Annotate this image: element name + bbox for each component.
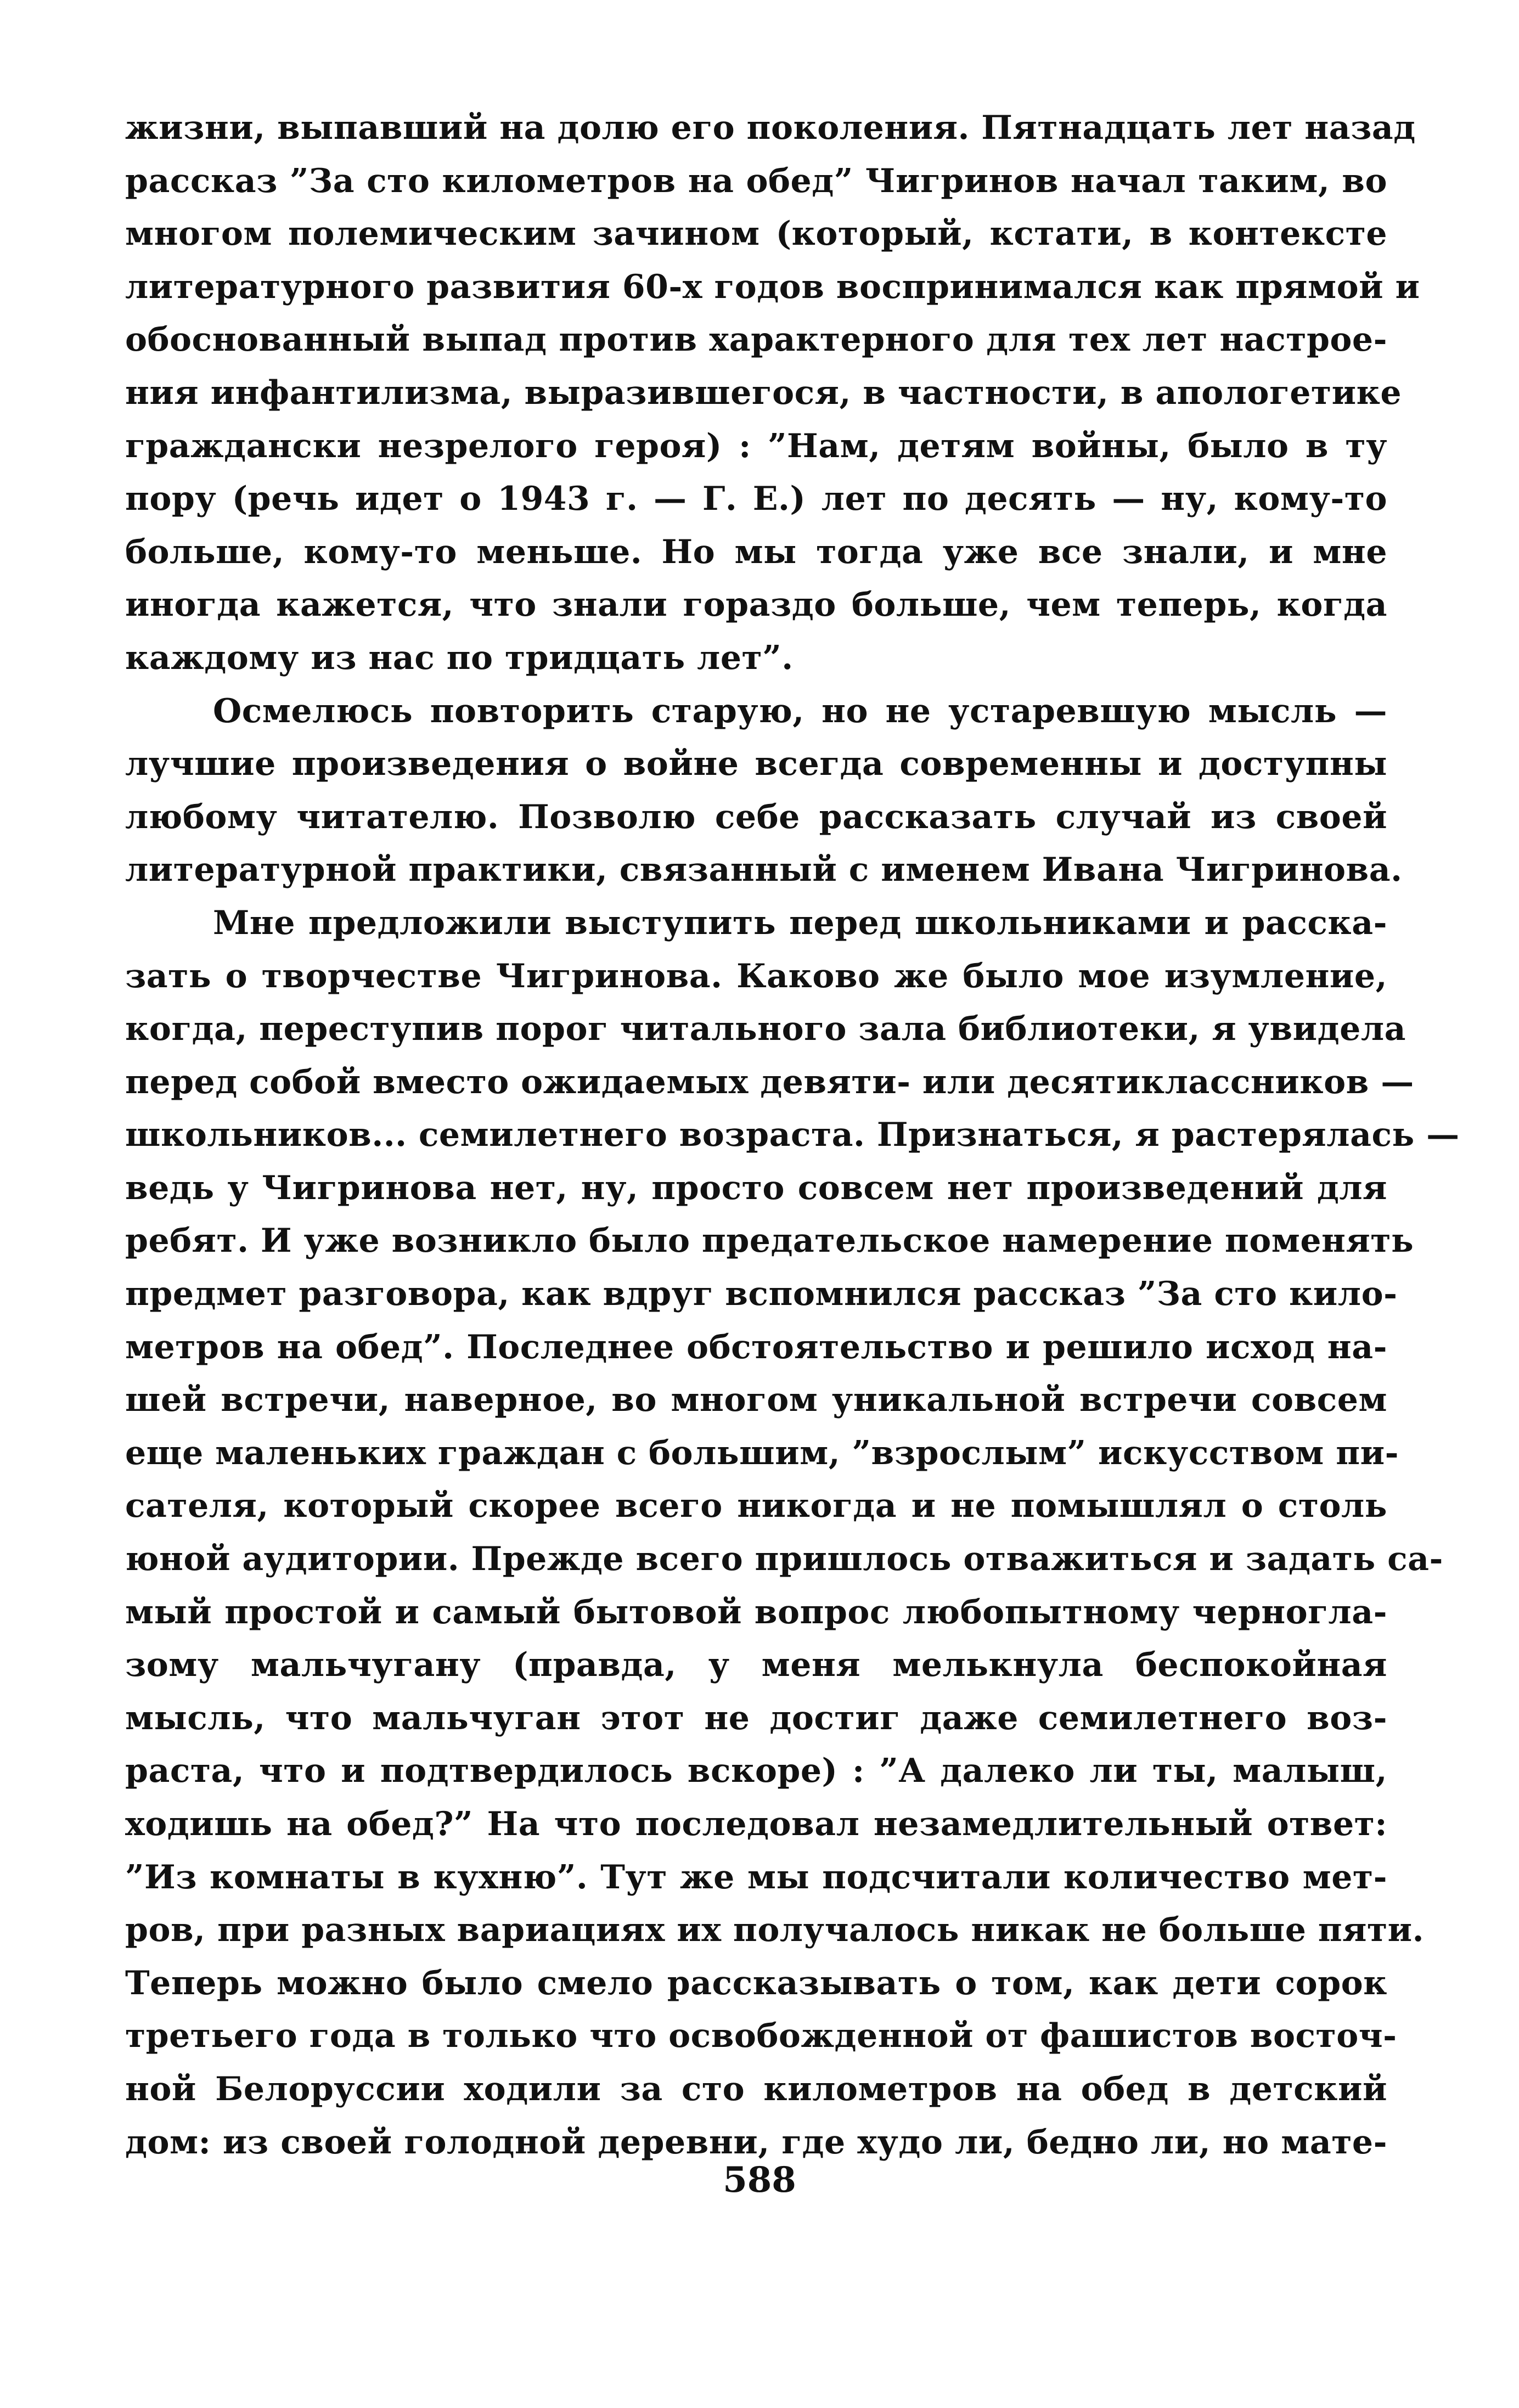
- text-line: ния инфантилизма, выразившегося, в частности, в апологетике: [125, 373, 1402, 412]
- text-line: перед собой вместо ожидаемых девяти- или десятиклассников —: [125, 1062, 1414, 1101]
- text-line: юной аудитории. Прежде всего пришлось отважиться и задать са-: [125, 1540, 1443, 1579]
- text-line: дом: из своей голодной деревни, где худо ли, бедно ли, но мате-: [125, 2123, 1387, 2162]
- text-line: граждански незрелого героя) : ”Нам, детям войны, было в ту: [125, 426, 1387, 465]
- text-line: ров, при разных вариациях их получалось никак не больше пяти.: [125, 1911, 1425, 1950]
- text-line: раста, что и подтвердилось вскоре) : ”А далеко ли ты, малыш,: [125, 1752, 1387, 1791]
- text-line: литературного развития 60-х годов воспринимался как прямой и: [125, 267, 1420, 306]
- text-line: многом полемическим зачином (который, кстати, в контексте: [125, 215, 1387, 254]
- page-number: 588: [723, 2159, 796, 2201]
- text-line: ной Белоруссии ходили за сто километров на обед в детский: [125, 2069, 1387, 2108]
- text-line: иногда кажется, что знали гораздо больше, чем теперь, когда: [125, 586, 1387, 624]
- text-line: каждому из нас по тридцать лет”.: [125, 638, 794, 677]
- text-line: мысль, что мальчуган этот не достиг даже семилетнего воз-: [125, 1698, 1387, 1737]
- text-line: ходишь на обед?” На что последовал незамедлительный ответ:: [125, 1805, 1387, 1843]
- text-line: школьников... семилетнего возраста. Признаться, я растерялась —: [125, 1116, 1460, 1155]
- text-line: предмет разговора, как вдруг вспомнился рассказ ”За сто кило-: [125, 1275, 1398, 1314]
- text-line: рассказ ”За сто километров на обед” Чигринов начал таким, во: [125, 161, 1387, 200]
- text-line: литературной практики, связанный с именем Ивана Чигринова.: [125, 851, 1403, 890]
- text-line: любому читателю. Позволю себе рассказать случай из своей: [125, 797, 1387, 836]
- text-line: Теперь можно было смело рассказывать о том, как дети сорок: [125, 1963, 1387, 2002]
- text-line: обоснованный выпад против характерного для тех лет настрое-: [125, 320, 1387, 359]
- text-line: еще маленьких граждан с большим, ”взрослым” искусством пи-: [125, 1433, 1399, 1472]
- paragraph-start-line: Мне предложили выступить перед школьниками и расска-: [213, 903, 1387, 942]
- text-line: сателя, который скорее всего никогда и не помышлял о столь: [125, 1487, 1387, 1526]
- text-line: ведь у Чигринова нет, ну, просто совсем нет произведений для: [125, 1168, 1387, 1207]
- text-line: когда, переступив порог читального зала библиотеки, я увидела: [125, 1010, 1406, 1049]
- text-line: шей встречи, наверное, во многом уникальной встречи совсем: [125, 1381, 1387, 1420]
- text-line: лучшие произведения о войне всегда современны и доступны: [125, 745, 1387, 784]
- text-line: третьего года в только что освобожденной от фашистов восточ-: [125, 2017, 1397, 2056]
- text-line: жизни, выпавший на долю его поколения. Пятнадцать лет назад: [125, 109, 1416, 147]
- body-text: [125, 102, 1460, 2169]
- text-line: зать о творчестве Чигринова. Каково же было мое изумление,: [125, 957, 1387, 995]
- paragraph-start-line: Осмелюсь повторить старую, но не устаревшую мысль —: [213, 691, 1387, 730]
- text-line: мый простой и самый бытовой вопрос любопытному черногла-: [125, 1593, 1387, 1631]
- text-line: метров на обед”. Последнее обстоятельство и решило исход на-: [125, 1327, 1387, 1366]
- text-line: ребят. И уже возникло было предательское намерение поменять: [125, 1222, 1414, 1261]
- text-line: зому мальчугану (правда, у меня мелькнула беспокойная: [125, 1646, 1387, 1685]
- text-line: больше, кому-то меньше. Но мы тогда уже все знали, и мне: [125, 532, 1387, 571]
- text-line: ”Из комнаты в кухню”. Тут же мы подсчитали количество мет-: [125, 1858, 1387, 1897]
- text-line: пору (речь идет о 1943 г. — Г. Е.) лет по десять — ну, кому-то: [125, 480, 1387, 519]
